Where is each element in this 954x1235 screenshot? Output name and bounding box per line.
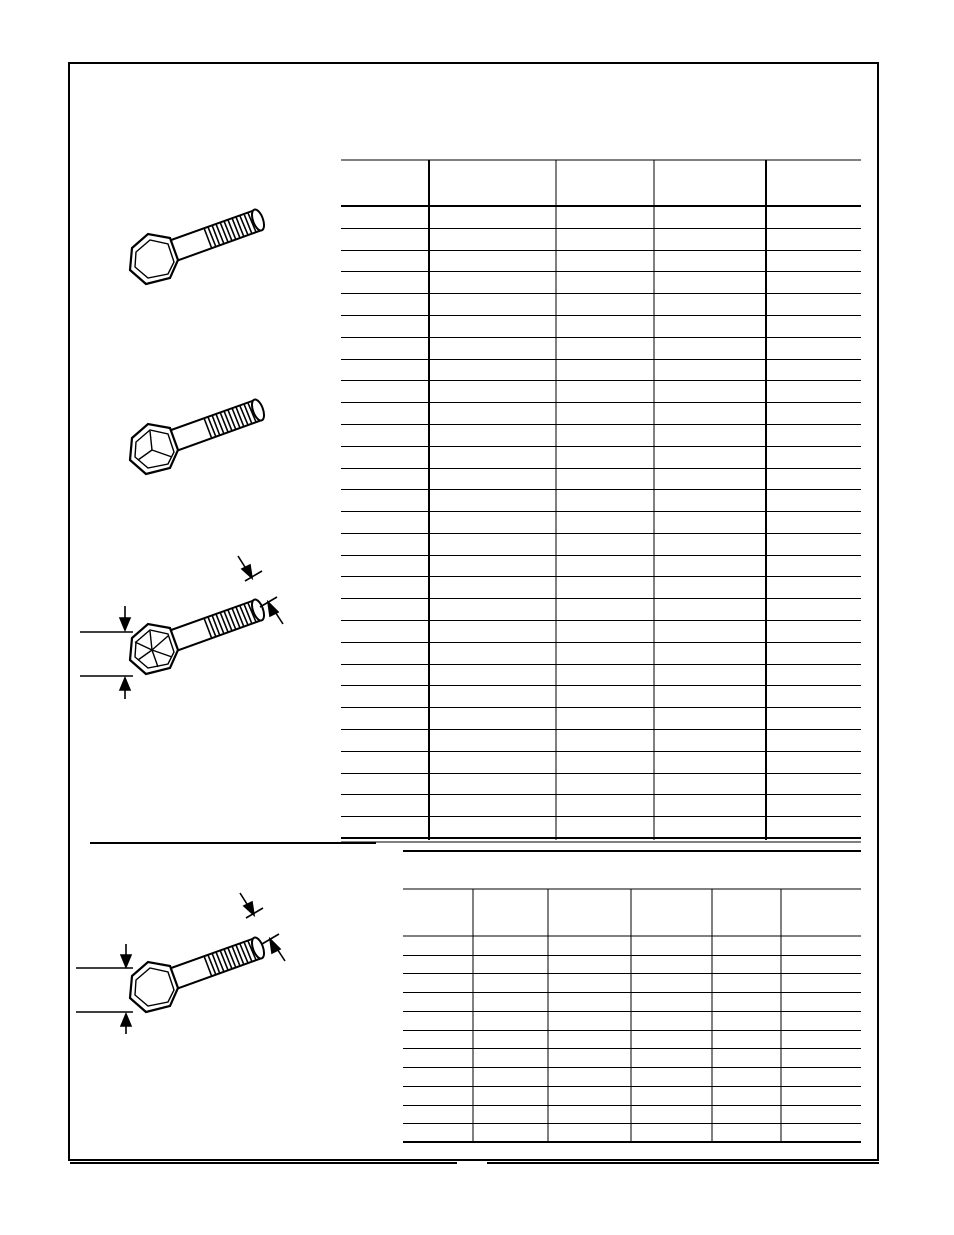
upper-torque-table <box>341 160 861 842</box>
grade-5-bolt-icon <box>130 398 266 474</box>
grade-8-bolt-icon <box>130 598 266 674</box>
metric-bolt-icon <box>130 936 266 1012</box>
grade-2-bolt-icon <box>130 208 266 284</box>
lower-torque-table <box>403 851 861 1142</box>
metric-dimension-arrows <box>76 893 285 1034</box>
